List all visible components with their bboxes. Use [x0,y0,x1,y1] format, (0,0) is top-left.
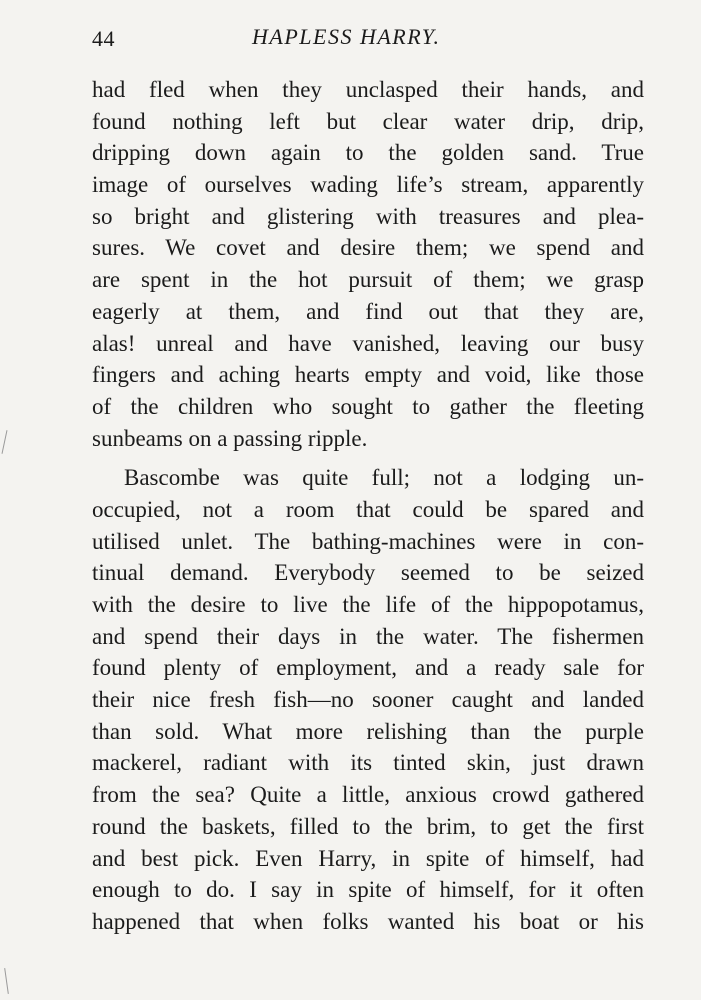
text-line: from the sea? Quite a little, anxious crowd gathered [92,782,644,808]
text-line: found nothing left but clear water drip, drip, [92,108,644,134]
text-line: and spend their days in the water. The fishermen [92,623,644,649]
text-line: occupied, not a room that could be spared and [92,496,644,522]
page-header [92,22,644,62]
text-line: Bascombe was quite full; not a lodging un- [124,465,644,491]
text-line: utilised unlet. The bathing-machines were in con- [92,528,644,554]
text-line: sunbeams on a passing ripple. [92,425,368,451]
paragraph-1 [92,74,644,454]
text-line: alas! unreal and have vanished, leaving our busy [92,330,644,356]
text-line: fingers and aching hearts empty and void, like those [92,362,644,388]
page-number: 44 [92,26,115,51]
text-line: round the baskets, filled to the brim, to get the first [92,813,644,839]
text-line: mackerel, radiant with its tinted skin, just drawn [92,750,644,776]
paragraph-2 [92,462,644,937]
text-line: happened that when folks wanted his boat or his [92,908,644,934]
scan-edge-mark [4,968,9,994]
text-line: of the children who sought to gather the fleeting [92,393,644,419]
scan-edge-mark [2,430,8,454]
text-line: so bright and glistering with treasures and plea- [92,203,644,229]
text-line: are spent in the hot pursuit of them; we grasp [92,267,644,293]
running-title: HAPLESS HARRY. [252,24,441,49]
text-line: with the desire to live the life of the hippopotamus, [92,592,644,617]
text-line: dripping down again to the golden sand. True [92,140,644,166]
paragraph-gap [92,454,644,462]
text-line: and best pick. Even Harry, in spite of himself, had [92,845,644,871]
text-line: image of ourselves wading life’s stream, apparently [92,172,644,198]
text-line: had fled when they unclasped their hands, and [92,77,644,102]
text-line: enough to do. I say in spite of himself, for it often [92,877,644,903]
body-text [92,74,644,938]
text-line: found plenty of employment, and a ready sale for [92,655,644,681]
text-line: than sold. What more relishing than the purple [92,718,644,744]
text-line: sures. We covet and desire them; we spend and [92,235,644,261]
text-line: tinual demand. Everybody seemed to be seized [92,560,644,586]
text-line: their nice fresh fish—no sooner caught and landed [92,687,644,713]
text-line: eagerly at them, and find out that they are, [92,298,644,324]
